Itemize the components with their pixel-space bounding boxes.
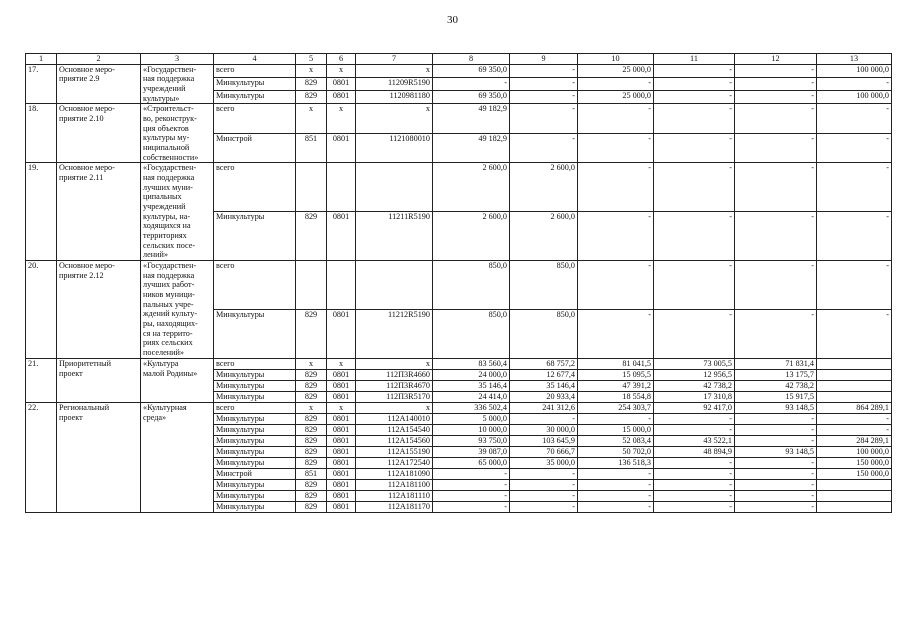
- event-name: Региональный проект: [57, 402, 141, 512]
- table-cell: -: [510, 501, 578, 512]
- table-cell: 241 312,6: [510, 402, 578, 413]
- table-cell: 2 600,0: [510, 163, 578, 212]
- table-cell: -: [735, 133, 817, 163]
- header-cell: 10: [578, 54, 654, 65]
- table-cell: 49 182,9: [433, 133, 510, 163]
- table-cell: 25 000,0: [578, 64, 654, 77]
- event-description: «Государствен- ная поддержка лучших работ- ников муници- пальных учре- ждений культу- ры, находящих- ся на террито- риях сельских поселений»: [141, 261, 214, 359]
- header-cell: 11: [654, 54, 735, 65]
- table-cell: всего: [214, 261, 296, 310]
- table-cell: 49 182,9: [433, 104, 510, 134]
- table-row: [26, 163, 892, 212]
- table-cell: 42 738,2: [654, 380, 735, 391]
- table-cell: -: [433, 468, 510, 479]
- table-cell: 0801: [327, 479, 356, 490]
- table-cell: 65 000,0: [433, 457, 510, 468]
- table-cell: 43 522,1: [654, 435, 735, 446]
- table-cell: 829: [296, 501, 327, 512]
- table-cell: 850,0: [510, 309, 578, 358]
- table-cell: -: [510, 77, 578, 90]
- table-cell: 0801: [327, 309, 356, 358]
- table-cell: 69 350,0: [433, 91, 510, 104]
- table-cell: всего: [214, 358, 296, 369]
- table-cell: -: [578, 77, 654, 90]
- table-cell: -: [578, 468, 654, 479]
- table-cell: 829: [296, 369, 327, 380]
- table-cell: 81 041,5: [578, 358, 654, 369]
- table-cell: 829: [296, 212, 327, 261]
- event-name: Основное меро- приятие 2.11: [57, 163, 141, 261]
- table-cell: Минкультуры: [214, 435, 296, 446]
- table-cell: -: [735, 468, 817, 479]
- table-cell: Минстрой: [214, 133, 296, 163]
- table-cell: Минкультуры: [214, 391, 296, 402]
- table-cell: [817, 380, 892, 391]
- event-name: Основное меро- приятие 2.12: [57, 261, 141, 359]
- table-cell: 850,0: [433, 261, 510, 310]
- table-cell: 829: [296, 413, 327, 424]
- table-row: [26, 64, 892, 77]
- table-cell: 5 000,0: [433, 413, 510, 424]
- table-cell: -: [433, 479, 510, 490]
- table-cell: -: [735, 163, 817, 212]
- table-cell: Минкультуры: [214, 501, 296, 512]
- table-cell: -: [433, 501, 510, 512]
- table-cell: x: [296, 402, 327, 413]
- table-cell: всего: [214, 104, 296, 134]
- table-cell: 829: [296, 380, 327, 391]
- table-cell: 336 502,4: [433, 402, 510, 413]
- table-cell: -: [735, 104, 817, 134]
- table-cell: -: [654, 91, 735, 104]
- table-cell: 864 289,1: [817, 402, 892, 413]
- table-cell: 0801: [327, 77, 356, 90]
- table-cell: Минкультуры: [214, 309, 296, 358]
- table-cell: -: [817, 212, 892, 261]
- table-cell: -: [510, 468, 578, 479]
- table-cell: 1121080010: [356, 133, 433, 163]
- table-cell: всего: [214, 163, 296, 212]
- table-cell: 136 518,3: [578, 457, 654, 468]
- table-cell: Минкультуры: [214, 446, 296, 457]
- table-cell: -: [654, 457, 735, 468]
- table-cell: -: [654, 261, 735, 310]
- table-cell: 42 738,2: [735, 380, 817, 391]
- row-number: 21.: [26, 358, 57, 402]
- table-cell: 850,0: [510, 261, 578, 310]
- table-cell: -: [735, 413, 817, 424]
- table-cell: -: [510, 64, 578, 77]
- event-description: «Культура малой Родины»: [141, 358, 214, 402]
- table-cell: 112П3R4660: [356, 369, 433, 380]
- table-cell: -: [654, 413, 735, 424]
- table-cell: 829: [296, 435, 327, 446]
- table-cell: -: [735, 424, 817, 435]
- table-cell: -: [654, 424, 735, 435]
- table-cell: 0801: [327, 133, 356, 163]
- table-cell: 829: [296, 77, 327, 90]
- table-cell: -: [654, 104, 735, 134]
- table-cell: 829: [296, 479, 327, 490]
- table-cell: 68 757,2: [510, 358, 578, 369]
- table-cell: [327, 261, 356, 310]
- table-cell: 0801: [327, 446, 356, 457]
- table-cell: 829: [296, 309, 327, 358]
- header-cell: 13: [817, 54, 892, 65]
- table-cell: 100 000,0: [817, 64, 892, 77]
- table-cell: 284 289,1: [817, 435, 892, 446]
- table-cell: -: [735, 435, 817, 446]
- table-cell: -: [735, 501, 817, 512]
- table-cell: 0801: [327, 391, 356, 402]
- table-cell: 829: [296, 424, 327, 435]
- table-cell: Минкультуры: [214, 380, 296, 391]
- table-cell: -: [654, 212, 735, 261]
- table-cell: 20 933,4: [510, 391, 578, 402]
- table-cell: 17 310,8: [654, 391, 735, 402]
- table-cell: 47 391,2: [578, 380, 654, 391]
- table-cell: 851: [296, 468, 327, 479]
- table-cell: -: [578, 309, 654, 358]
- table-cell: 112П3R4670: [356, 380, 433, 391]
- table-cell: 13 175,7: [735, 369, 817, 380]
- table-cell: -: [735, 457, 817, 468]
- table-cell: 2 600,0: [433, 212, 510, 261]
- table-cell: 112A155190: [356, 446, 433, 457]
- table-cell: x: [327, 402, 356, 413]
- table-cell: -: [817, 133, 892, 163]
- table-cell: 10 000,0: [433, 424, 510, 435]
- event-description: «Государствен- ная поддержка учреждений культуры»: [141, 64, 214, 104]
- event-name: Приоритетный проект: [57, 358, 141, 402]
- table-cell: -: [578, 104, 654, 134]
- table-cell: -: [735, 77, 817, 90]
- table-cell: 15 000,0: [578, 424, 654, 435]
- table-cell: x: [356, 402, 433, 413]
- table-cell: -: [735, 490, 817, 501]
- table-cell: 71 831,4: [735, 358, 817, 369]
- table-cell: -: [654, 468, 735, 479]
- table-cell: 83 560,4: [433, 358, 510, 369]
- table-cell: 112П3R5170: [356, 391, 433, 402]
- table-cell: 15 917,5: [735, 391, 817, 402]
- table-cell: 112A172540: [356, 457, 433, 468]
- table-cell: [817, 479, 892, 490]
- table-cell: -: [510, 91, 578, 104]
- row-number: 17.: [26, 64, 57, 104]
- table-cell: -: [817, 77, 892, 90]
- table-cell: 12 956,5: [654, 369, 735, 380]
- table-row: [26, 402, 892, 413]
- table-cell: 18 554,8: [578, 391, 654, 402]
- table-cell: -: [817, 163, 892, 212]
- table-cell: Минкультуры: [214, 457, 296, 468]
- table-cell: 112A181110: [356, 490, 433, 501]
- table-cell: -: [578, 479, 654, 490]
- table-cell: 112A154560: [356, 435, 433, 446]
- table-cell: -: [654, 309, 735, 358]
- table-cell: -: [578, 212, 654, 261]
- table-cell: x: [356, 104, 433, 134]
- table-cell: -: [735, 261, 817, 310]
- table-cell: x: [296, 104, 327, 134]
- table-cell: 93 148,5: [735, 446, 817, 457]
- table-cell: Минкультуры: [214, 424, 296, 435]
- table-cell: 52 083,4: [578, 435, 654, 446]
- table-cell: 0801: [327, 468, 356, 479]
- table-cell: -: [735, 64, 817, 77]
- table-cell: 2 600,0: [433, 163, 510, 212]
- table-cell: [817, 490, 892, 501]
- table-cell: 48 894,9: [654, 446, 735, 457]
- table-cell: 850,0: [433, 309, 510, 358]
- table-cell: 150 000,0: [817, 468, 892, 479]
- table-cell: 73 005,5: [654, 358, 735, 369]
- table-cell: 25 000,0: [578, 91, 654, 104]
- table-cell: 11212R5190: [356, 309, 433, 358]
- table-cell: -: [654, 501, 735, 512]
- table-cell: 100 000,0: [817, 91, 892, 104]
- table-cell: Минстрой: [214, 468, 296, 479]
- row-number: 19.: [26, 163, 57, 261]
- table-cell: x: [327, 358, 356, 369]
- table-cell: 12 677,4: [510, 369, 578, 380]
- table-cell: [296, 163, 327, 212]
- table-cell: 93 750,0: [433, 435, 510, 446]
- table-row: [26, 261, 892, 310]
- event-description: «Культурная среда»: [141, 402, 214, 512]
- table-cell: 100 000,0: [817, 446, 892, 457]
- table-cell: -: [735, 91, 817, 104]
- table-cell: 0801: [327, 490, 356, 501]
- table-cell: Минкультуры: [214, 413, 296, 424]
- table-cell: -: [654, 163, 735, 212]
- table-cell: -: [510, 104, 578, 134]
- row-number: 20.: [26, 261, 57, 359]
- table-cell: -: [578, 261, 654, 310]
- table-cell: -: [578, 163, 654, 212]
- table-cell: -: [817, 261, 892, 310]
- row-number: 22.: [26, 402, 57, 512]
- table-cell: 150 000,0: [817, 457, 892, 468]
- table-cell: 829: [296, 391, 327, 402]
- table-cell: Минкультуры: [214, 369, 296, 380]
- table-cell: 0801: [327, 380, 356, 391]
- table-cell: -: [654, 77, 735, 90]
- table-cell: -: [510, 479, 578, 490]
- table-cell: 851: [296, 133, 327, 163]
- table-cell: x: [356, 64, 433, 77]
- table-cell: x: [327, 104, 356, 134]
- table-cell: 39 087,0: [433, 446, 510, 457]
- table-cell: 112A181100: [356, 479, 433, 490]
- table-cell: 112A181090: [356, 468, 433, 479]
- table-cell: 35 146,4: [433, 380, 510, 391]
- budget-table: [25, 53, 892, 513]
- table-cell: 0801: [327, 424, 356, 435]
- table-cell: 103 645,9: [510, 435, 578, 446]
- table-cell: -: [578, 501, 654, 512]
- table-cell: -: [654, 490, 735, 501]
- page-number: 30: [447, 14, 458, 26]
- table-cell: 112A140010: [356, 413, 433, 424]
- table-cell: 15 095,5: [578, 369, 654, 380]
- table-cell: 254 303,7: [578, 402, 654, 413]
- table-cell: 829: [296, 446, 327, 457]
- table-cell: [817, 391, 892, 402]
- header-cell: 6: [327, 54, 356, 65]
- table-cell: -: [817, 424, 892, 435]
- table-cell: -: [817, 309, 892, 358]
- table-cell: 24 000,0: [433, 369, 510, 380]
- header-row: [26, 54, 892, 65]
- header-cell: 5: [296, 54, 327, 65]
- table-cell: -: [817, 413, 892, 424]
- table-cell: -: [654, 133, 735, 163]
- table-cell: 70 666,7: [510, 446, 578, 457]
- table-cell: 50 702,0: [578, 446, 654, 457]
- table-cell: 24 414,0: [433, 391, 510, 402]
- table-cell: -: [433, 490, 510, 501]
- header-cell: 8: [433, 54, 510, 65]
- header-cell: 4: [214, 54, 296, 65]
- table-cell: -: [510, 133, 578, 163]
- event-name: Основное меро- приятие 2.10: [57, 104, 141, 163]
- table-cell: -: [817, 104, 892, 134]
- table-cell: всего: [214, 402, 296, 413]
- table-cell: 829: [296, 490, 327, 501]
- table-cell: [817, 369, 892, 380]
- table-cell: Минкультуры: [214, 490, 296, 501]
- table-cell: -: [654, 64, 735, 77]
- header-cell: 9: [510, 54, 578, 65]
- table-cell: 11209R5190: [356, 77, 433, 90]
- table-cell: -: [510, 490, 578, 501]
- table-cell: 112A154540: [356, 424, 433, 435]
- table-cell: 829: [296, 457, 327, 468]
- table-cell: 92 417,0: [654, 402, 735, 413]
- table-cell: всего: [214, 64, 296, 77]
- table-cell: 0801: [327, 457, 356, 468]
- event-name: Основное меро- приятие 2.9: [57, 64, 141, 104]
- table-cell: 1120981180: [356, 91, 433, 104]
- table-cell: -: [510, 413, 578, 424]
- table-cell: 112A181170: [356, 501, 433, 512]
- table-cell: 69 350,0: [433, 64, 510, 77]
- event-description: «Строительст- во, реконструк- ция объектов культуры му- ниципальной собственности»: [141, 104, 214, 163]
- table-cell: -: [578, 490, 654, 501]
- table-cell: 0801: [327, 212, 356, 261]
- table-cell: 35 146,4: [510, 380, 578, 391]
- header-cell: 2: [57, 54, 141, 65]
- table-cell: 93 148,5: [735, 402, 817, 413]
- table-cell: [817, 501, 892, 512]
- table-cell: -: [735, 479, 817, 490]
- header-cell: 12: [735, 54, 817, 65]
- table-cell: Минкультуры: [214, 77, 296, 90]
- table-cell: -: [654, 479, 735, 490]
- table-cell: [296, 261, 327, 310]
- table-cell: 0801: [327, 91, 356, 104]
- header-cell: 7: [356, 54, 433, 65]
- table-cell: x: [296, 64, 327, 77]
- table-cell: Минкультуры: [214, 91, 296, 104]
- event-description: «Государствен- ная поддержка лучших муни- ципальных учреждений культуры, на- ходящихся на территориях сельских посе- лений»: [141, 163, 214, 261]
- table-cell: [817, 358, 892, 369]
- table-cell: 0801: [327, 435, 356, 446]
- table-cell: [356, 261, 433, 310]
- header-cell: 1: [26, 54, 57, 65]
- row-number: 18.: [26, 104, 57, 163]
- table-cell: x: [327, 64, 356, 77]
- table-cell: -: [433, 77, 510, 90]
- table-cell: -: [578, 133, 654, 163]
- table-cell: x: [296, 358, 327, 369]
- table-cell: 2 600,0: [510, 212, 578, 261]
- table-cell: Минкультуры: [214, 479, 296, 490]
- table-cell: -: [578, 413, 654, 424]
- table-cell: -: [735, 309, 817, 358]
- table-cell: 30 000,0: [510, 424, 578, 435]
- table-cell: 0801: [327, 501, 356, 512]
- table-row: [26, 104, 892, 134]
- table-cell: Минкультуры: [214, 212, 296, 261]
- table-cell: 0801: [327, 369, 356, 380]
- table-cell: x: [356, 358, 433, 369]
- table-cell: 0801: [327, 413, 356, 424]
- table-cell: 35 000,0: [510, 457, 578, 468]
- table-cell: 829: [296, 91, 327, 104]
- table-row: [26, 358, 892, 369]
- header-cell: 3: [141, 54, 214, 65]
- table-cell: [327, 163, 356, 212]
- table-cell: -: [735, 212, 817, 261]
- table-cell: [356, 163, 433, 212]
- table-cell: 11211R5190: [356, 212, 433, 261]
